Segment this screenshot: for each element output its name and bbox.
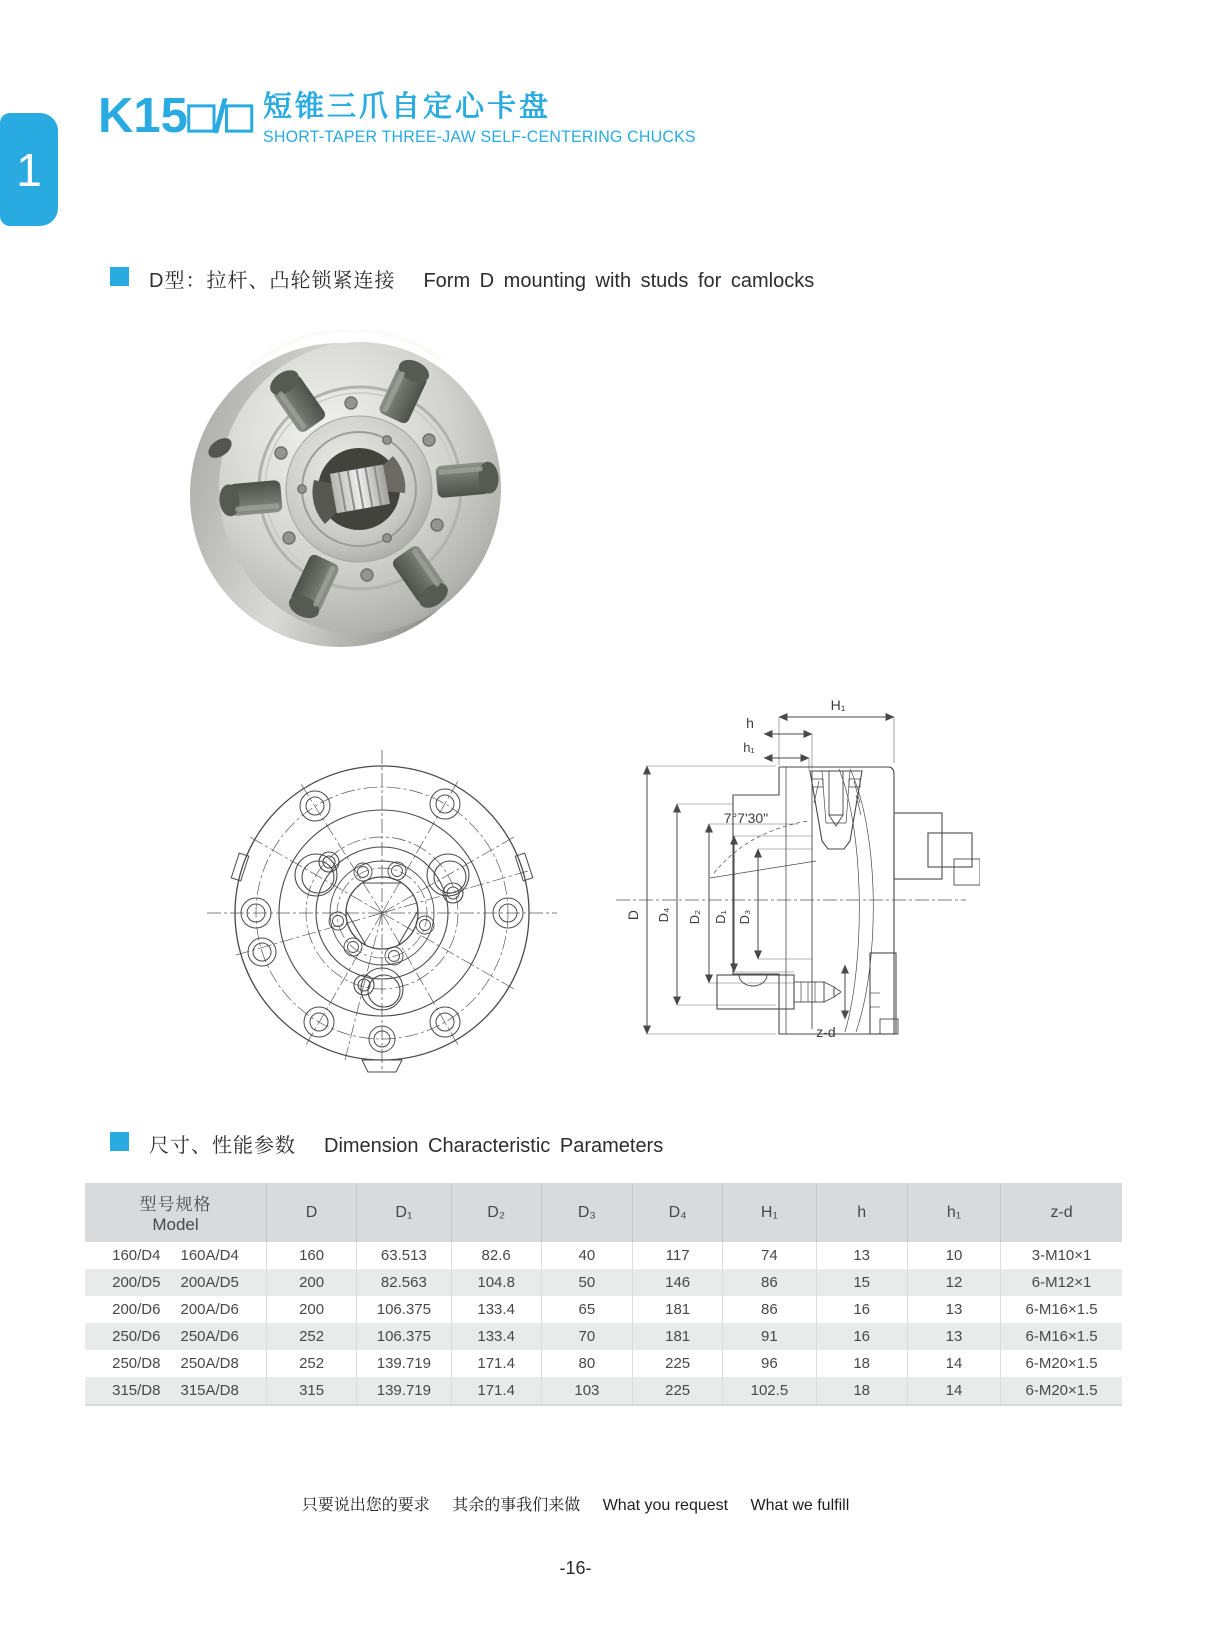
value-cell: 133.4 (451, 1323, 541, 1350)
column-header: h (816, 1183, 907, 1242)
model-label: 315A/D8 (180, 1382, 239, 1399)
dim-label-h1: h₁ (743, 740, 755, 755)
slogan-zh2: 其余的事我们来做 (452, 1497, 581, 1514)
value-cell: 181 (633, 1296, 723, 1323)
value-cell: 139.719 (357, 1377, 451, 1405)
table-row (85, 1242, 1122, 1269)
section-dimensions-en: Dimension Characteristic Parameters (324, 1135, 664, 1157)
model-cell (85, 1296, 266, 1323)
dim-label-zd: z-d (816, 1024, 836, 1040)
value-cell: 65 (541, 1296, 632, 1323)
value-cell: 200 (266, 1296, 356, 1323)
value-cell: 63.513 (357, 1242, 451, 1269)
slogan-en2: What we fulfill (750, 1497, 850, 1514)
front-view-drawing (203, 698, 573, 1076)
value-cell: 70 (541, 1323, 632, 1350)
table-header-row (85, 1183, 1122, 1242)
value-cell: 117 (633, 1242, 723, 1269)
dim-label-H1: H₁ (830, 697, 846, 713)
value-cell: 14 (907, 1350, 1000, 1377)
value-cell: 13 (907, 1296, 1000, 1323)
value-cell: 6-M16×1.5 (1001, 1296, 1122, 1323)
model-placeholder-boxes: □/□ (187, 91, 252, 142)
value-cell: 16 (816, 1296, 907, 1323)
model-cell (85, 1242, 266, 1269)
value-cell: 315 (266, 1377, 356, 1405)
footer-slogan (0, 1492, 1179, 1515)
section-bullet-square (110, 1132, 129, 1151)
section-mounting-zh: D型：拉杆、凸轮锁紧连接 (149, 270, 396, 292)
value-cell: 146 (633, 1269, 723, 1296)
model-cell (85, 1377, 266, 1405)
value-cell: 18 (816, 1377, 907, 1405)
value-cell: 86 (723, 1296, 816, 1323)
value-cell: 139.719 (357, 1350, 451, 1377)
table-row (85, 1350, 1122, 1377)
value-cell: 6-M16×1.5 (1001, 1323, 1122, 1350)
value-cell: 86 (723, 1269, 816, 1296)
model-header-en: Model (152, 1215, 199, 1234)
column-header: h₁ (907, 1183, 1000, 1242)
value-cell: 106.375 (357, 1323, 451, 1350)
value-cell: 80 (541, 1350, 632, 1377)
value-cell: 225 (633, 1377, 723, 1405)
slogan-zh1: 只要说出您的要求 (301, 1497, 430, 1514)
value-cell: 18 (816, 1350, 907, 1377)
value-cell: 6-M12×1 (1001, 1269, 1122, 1296)
value-cell: 50 (541, 1269, 632, 1296)
model-label: 200/D6 (112, 1301, 161, 1318)
section-dimensions-zh: 尺寸、性能参数 (149, 1135, 296, 1157)
model-cell (85, 1323, 266, 1350)
table-row (85, 1377, 1122, 1405)
model-label: 200/D5 (112, 1274, 161, 1291)
dim-label-angle: 7°7'30" (723, 810, 769, 826)
value-cell: 74 (723, 1242, 816, 1269)
model-code (98, 89, 252, 143)
table-row (85, 1269, 1122, 1296)
page-number: -16- (559, 1558, 592, 1578)
value-cell: 91 (723, 1323, 816, 1350)
value-cell: 82.563 (357, 1269, 451, 1296)
column-header: D₂ (451, 1183, 541, 1242)
model-header-zh: 型号规格 (139, 1195, 212, 1214)
model-code-text: K15 (98, 89, 188, 143)
model-label: 200A/D5 (180, 1274, 239, 1291)
slogan-en1: What you request (602, 1497, 729, 1514)
dim-label-D: D (625, 909, 641, 921)
column-header: D (266, 1183, 356, 1242)
value-cell: 103 (541, 1377, 632, 1405)
model-cell (85, 1350, 266, 1377)
value-cell: 13 (816, 1242, 907, 1269)
chapter-tab (0, 113, 58, 226)
model-label: 250/D6 (112, 1328, 161, 1345)
table-row (85, 1323, 1122, 1350)
value-cell: 82.6 (451, 1242, 541, 1269)
value-cell: 133.4 (451, 1296, 541, 1323)
model-column-header (85, 1183, 266, 1242)
section-bullet-square (110, 267, 129, 286)
value-cell: 6-M20×1.5 (1001, 1377, 1122, 1405)
dim-label-h: h (746, 715, 754, 731)
column-header: z-d (1001, 1183, 1122, 1242)
value-cell: 106.375 (357, 1296, 451, 1323)
value-cell: 104.8 (451, 1269, 541, 1296)
value-cell: 171.4 (451, 1377, 541, 1405)
dim-label-D3: D₃ (737, 909, 752, 925)
table-row (85, 1296, 1122, 1323)
value-cell: 160 (266, 1242, 356, 1269)
column-header: H₁ (723, 1183, 816, 1242)
table-body (85, 1242, 1122, 1405)
value-cell: 13 (907, 1323, 1000, 1350)
section-mounting-heading (149, 264, 814, 293)
dim-label-D1: D₁ (713, 910, 728, 924)
chuck-section-body (717, 767, 980, 1040)
value-cell: 6-M20×1.5 (1001, 1350, 1122, 1377)
value-cell: 200 (266, 1269, 356, 1296)
model-label: 250A/D6 (180, 1328, 239, 1345)
section-mounting-en: Form D mounting with studs for camlocks (423, 270, 815, 292)
value-cell: 181 (633, 1323, 723, 1350)
value-cell: 14 (907, 1377, 1000, 1405)
value-cell: 12 (907, 1269, 1000, 1296)
section-dimensions-heading (149, 1129, 663, 1158)
chuck-body (190, 330, 501, 647)
value-cell: 10 (907, 1242, 1000, 1269)
column-header: D₁ (357, 1183, 451, 1242)
model-label: 250/D8 (112, 1355, 161, 1372)
model-label: 250A/D8 (180, 1355, 239, 1372)
value-cell: 225 (633, 1350, 723, 1377)
dimension-parameters-table (85, 1183, 1122, 1406)
value-cell: 171.4 (451, 1350, 541, 1377)
value-cell: 252 (266, 1350, 356, 1377)
dim-label-D4: D₄ (656, 907, 671, 923)
value-cell: 40 (541, 1242, 632, 1269)
value-cell: 3-M10×1 (1001, 1242, 1122, 1269)
model-label: 160/D4 (112, 1247, 161, 1264)
value-cell: 15 (816, 1269, 907, 1296)
cross-section-drawing (598, 663, 980, 1055)
page-title-en: SHORT-TAPER THREE-JAW SELF-CENTERING CHUCKS (263, 127, 696, 146)
model-label: 200A/D6 (180, 1301, 239, 1318)
page-title-zh: 短锥三爪自定心卡盘 (263, 91, 552, 123)
chuck-photo (190, 330, 510, 655)
value-cell: 16 (816, 1323, 907, 1350)
chapter-number: 1 (16, 143, 42, 196)
model-cell (85, 1269, 266, 1296)
column-header: D₄ (633, 1183, 723, 1242)
value-cell: 96 (723, 1350, 816, 1377)
model-label: 315/D8 (112, 1382, 161, 1399)
dim-label-D2: D₂ (687, 909, 702, 925)
value-cell: 102.5 (723, 1377, 816, 1405)
column-header: D₃ (541, 1183, 632, 1242)
value-cell: 252 (266, 1323, 356, 1350)
model-label: 160A/D4 (180, 1247, 239, 1264)
